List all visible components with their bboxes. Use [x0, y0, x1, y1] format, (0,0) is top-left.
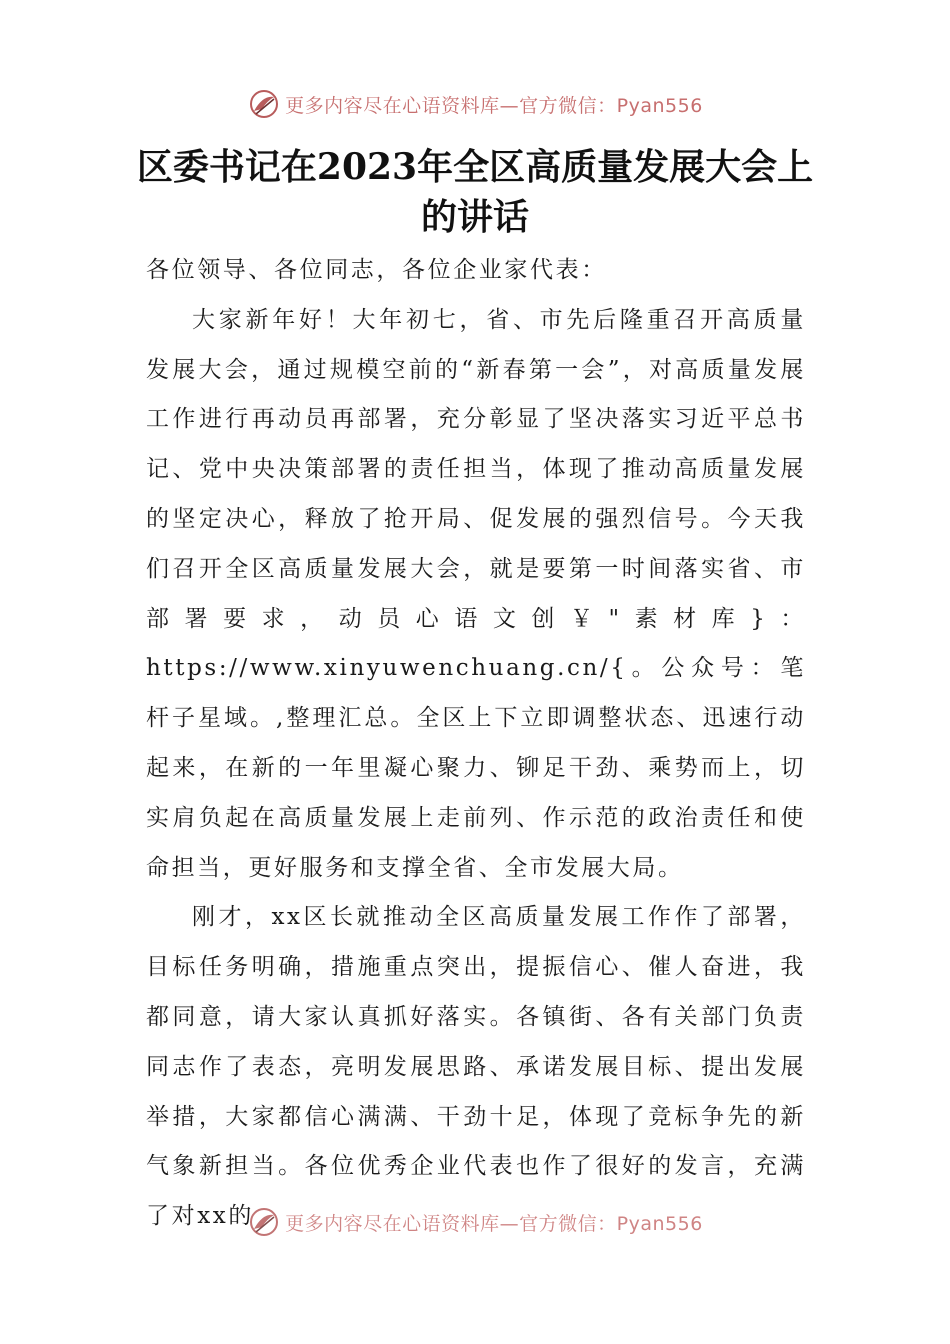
header-watermark-text: 更多内容尽在心语资料库—官方微信：Pyan556: [285, 94, 703, 117]
header-watermark: [0, 84, 950, 124]
document-title: 区委书记在2023年全区高质量发展大会上的讲话: [136, 146, 814, 238]
footer-watermark-text: 更多内容尽在心语资料库—官方微信：Pyan556: [285, 1212, 703, 1235]
paragraph-1: 大家新年好！大年初七，省、市先后隆重召开高质量发展大会，通过规模空前的“新春第一会”，对高质量发展工作进行再动员再部署，充分彰显了坚决落实习近平总书记、党中央决策部署的责任担当，体现了推动高质量发展的坚定决心，释放了抢开局、促发展的强烈信号。今天我们召开全区高质量发展大会，就是要第一时间落实省、市部署要求，动员心语文创￥"素材库}：https://www.xinyuwenchuang.cn/{。公众号：笔杆子星域。,整理汇总。全区上下立即调整状态、迅速行动起来，在新的一年里凝心聚力、铆足干劲、乘势而上，切实肩负起在高质量发展上走前列、作示范的政治责任和使命担当，更好服务和支撑全省、全市发展大局。: [146, 306, 806, 881]
pen-logo-icon: [247, 87, 281, 121]
document-body: [146, 246, 806, 1242]
salutation: 各位领导、各位同志，各位企业家代表：: [146, 257, 607, 283]
footer-watermark: [0, 1203, 950, 1241]
pen-logo-icon: [247, 1205, 281, 1239]
paragraph-2: 刚才，xx区长就推动全区高质量发展工作作了部署，目标任务明确，措施重点突出，提振信心、催人奋进，我都同意，请大家认真抓好落实。各镇街、各有关部门负责同志作了表态，亮明发展思路、承诺发展目标、提出发展举措，大家都信心满满、干劲十足，体现了竞标争先的新气象新担当。各位优秀企业代表也作了很好的发言，充满了对xx的: [146, 904, 806, 1230]
